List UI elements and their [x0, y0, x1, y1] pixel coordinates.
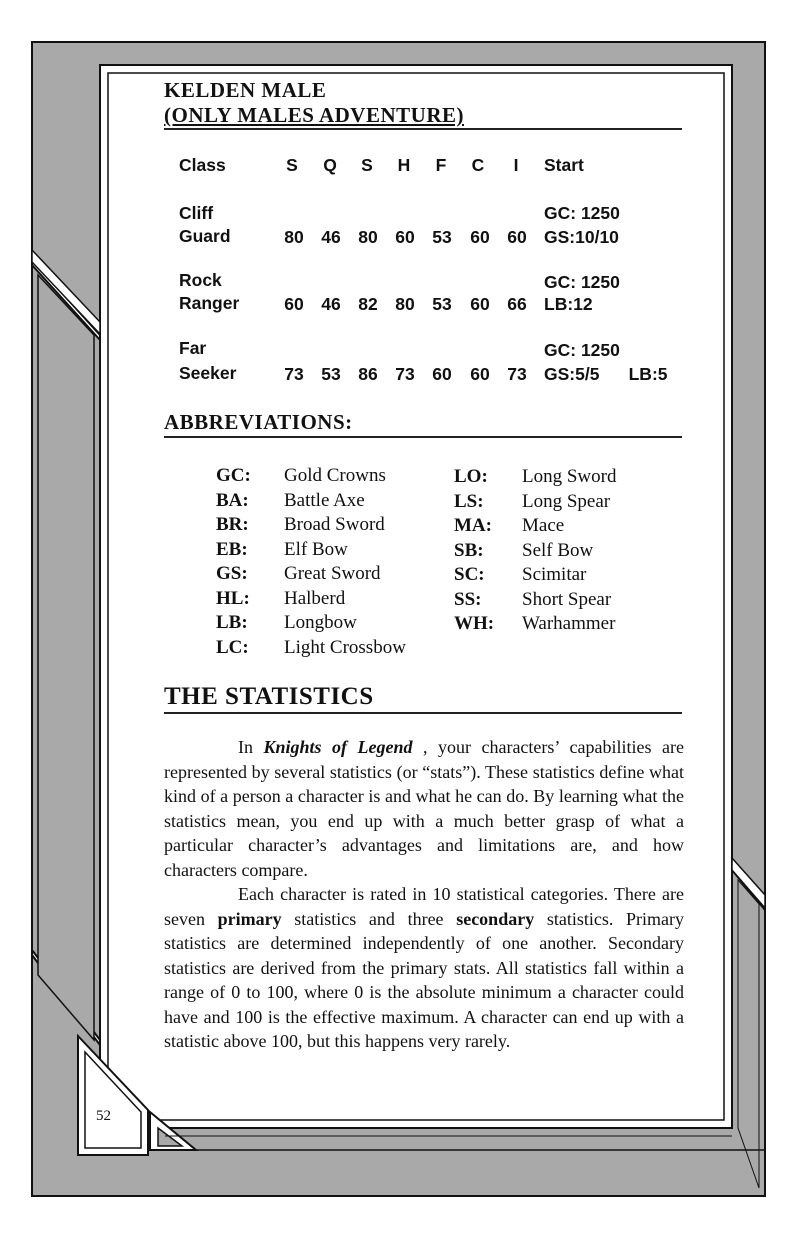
stat-value: 80 — [284, 227, 304, 247]
p2-part-a: Each character is rated in 10 statistical categories. There are seven — [164, 884, 684, 929]
header-i: I — [513, 155, 519, 175]
stat-value: 73 — [507, 364, 527, 384]
abbr-meaning: Long Spear — [522, 491, 611, 512]
abbr-meaning: Scimitar — [522, 564, 587, 585]
class-name-line1: Rock — [179, 270, 222, 290]
abbr-code: GS: — [216, 563, 248, 584]
stat-value: 60 — [284, 294, 304, 314]
abbr-code: MA: — [454, 515, 492, 536]
abbr-code: SS: — [454, 589, 482, 610]
statistics-heading: THE STATISTICS — [164, 683, 374, 710]
abbr-meaning: Broad Sword — [284, 514, 385, 535]
abbr-code: BA: — [216, 490, 249, 511]
p2-part-c: statistics. Primary statistics are determined independently of one another. Secondary statistics are derived from the primary stats. All statistics fall within a range of 0 to 100, where 0 is the absolute minimum a character could have and 100 is the effective maximum. A character can end up with a statistic above 100, but this happens very rarely. — [164, 908, 684, 1051]
class-name-line2: Guard — [179, 226, 231, 246]
start-line2: LB:12 — [544, 294, 593, 314]
book-title: Knights of Legend — [263, 737, 413, 757]
stat-value: 53 — [321, 364, 341, 384]
abbr-code: WH: — [454, 613, 495, 634]
race-heading-line2: (ONLY MALES ADVENTURE) — [164, 103, 464, 127]
p1-intro: In — [238, 737, 264, 757]
header-start: Start — [544, 155, 584, 175]
abbr-meaning: Gold Crowns — [284, 465, 386, 486]
stat-value: 46 — [321, 294, 341, 314]
stat-value: 60 — [507, 227, 527, 247]
page-number: 52 — [96, 1108, 111, 1124]
start-line2: GS:5/5 LB:5 — [544, 364, 668, 384]
term-secondary: secondary — [456, 908, 535, 929]
abbr-meaning: Warhammer — [522, 613, 616, 634]
abbr-meaning: Self Bow — [522, 540, 594, 561]
header-class: Class — [179, 155, 226, 175]
race-heading-line1: KELDEN MALE — [164, 78, 327, 102]
stat-value: 53 — [432, 227, 452, 247]
start-line1: GC: 1250 — [544, 340, 620, 360]
statistics-body — [164, 735, 684, 1054]
stat-value: 80 — [395, 294, 415, 314]
class-name-line1: Far — [179, 338, 207, 358]
start-line1: GC: 1250 — [544, 272, 620, 292]
abbr-code: EB: — [216, 539, 248, 560]
term-primary: primary — [217, 908, 282, 929]
header-s2: S — [361, 155, 373, 175]
stat-value: 60 — [470, 294, 490, 314]
p1-rest: , your characters’ capabilities are represented by several statistics (or “stats”). These statistics define what kind of a person a character is and what he can do. By learning what the statistics mean, you end up with a much better grasp of what a particular character’s advantages and limitations are, and how characters compare. — [164, 737, 684, 880]
abbr-meaning: Short Spear — [522, 589, 612, 610]
abbr-code: HL: — [216, 588, 250, 609]
paragraph-2 — [164, 882, 684, 1054]
header-f: F — [435, 155, 447, 175]
abbr-code: BR: — [216, 514, 249, 535]
stat-value: 60 — [432, 364, 452, 384]
class-name-line2: Ranger — [179, 293, 240, 313]
abbr-meaning: Halberd — [284, 588, 346, 609]
statistics-rule — [164, 712, 682, 714]
abbr-code: GC: — [216, 465, 251, 486]
header-q: Q — [323, 155, 337, 175]
abbr-meaning: Elf Bow — [284, 539, 348, 560]
header-c: C — [471, 155, 485, 175]
abbr-meaning: Battle Axe — [284, 490, 365, 511]
abbr-meaning: Light Crossbow — [284, 637, 406, 658]
abbr-meaning: Longbow — [284, 612, 357, 633]
paragraph-1 — [164, 735, 684, 882]
abbr-code: SC: — [454, 564, 485, 585]
start-line1: GC: 1250 — [544, 203, 620, 223]
stat-value: 86 — [358, 364, 378, 384]
start-line2: GS:10/10 — [544, 227, 619, 247]
p2-part-b: statistics and three — [281, 908, 457, 929]
abbr-code: SB: — [454, 540, 484, 561]
abbr-code: LO: — [454, 466, 488, 487]
abbr-meaning: Great Sword — [284, 563, 381, 584]
class-name-line2: Seeker — [179, 363, 237, 383]
stat-value: 82 — [358, 294, 378, 314]
stat-value: 73 — [395, 364, 415, 384]
abbr-code: LS: — [454, 491, 484, 512]
stat-value: 46 — [321, 227, 341, 247]
stat-value: 60 — [470, 227, 490, 247]
abbreviations-heading: ABBREVIATIONS: — [164, 410, 353, 434]
stat-value: 66 — [507, 294, 527, 314]
abbr-code: LB: — [216, 612, 248, 633]
stat-value: 80 — [358, 227, 378, 247]
stat-value: 60 — [470, 364, 490, 384]
abbr-code: LC: — [216, 637, 249, 658]
header-s: S — [286, 155, 298, 175]
stat-value: 53 — [432, 294, 452, 314]
abbr-meaning: Mace — [522, 515, 565, 536]
header-h: H — [397, 155, 411, 175]
stat-value: 60 — [395, 227, 415, 247]
stat-value: 73 — [284, 364, 304, 384]
class-name-line1: Cliff — [179, 203, 214, 223]
abbr-meaning: Long Sword — [522, 466, 617, 487]
